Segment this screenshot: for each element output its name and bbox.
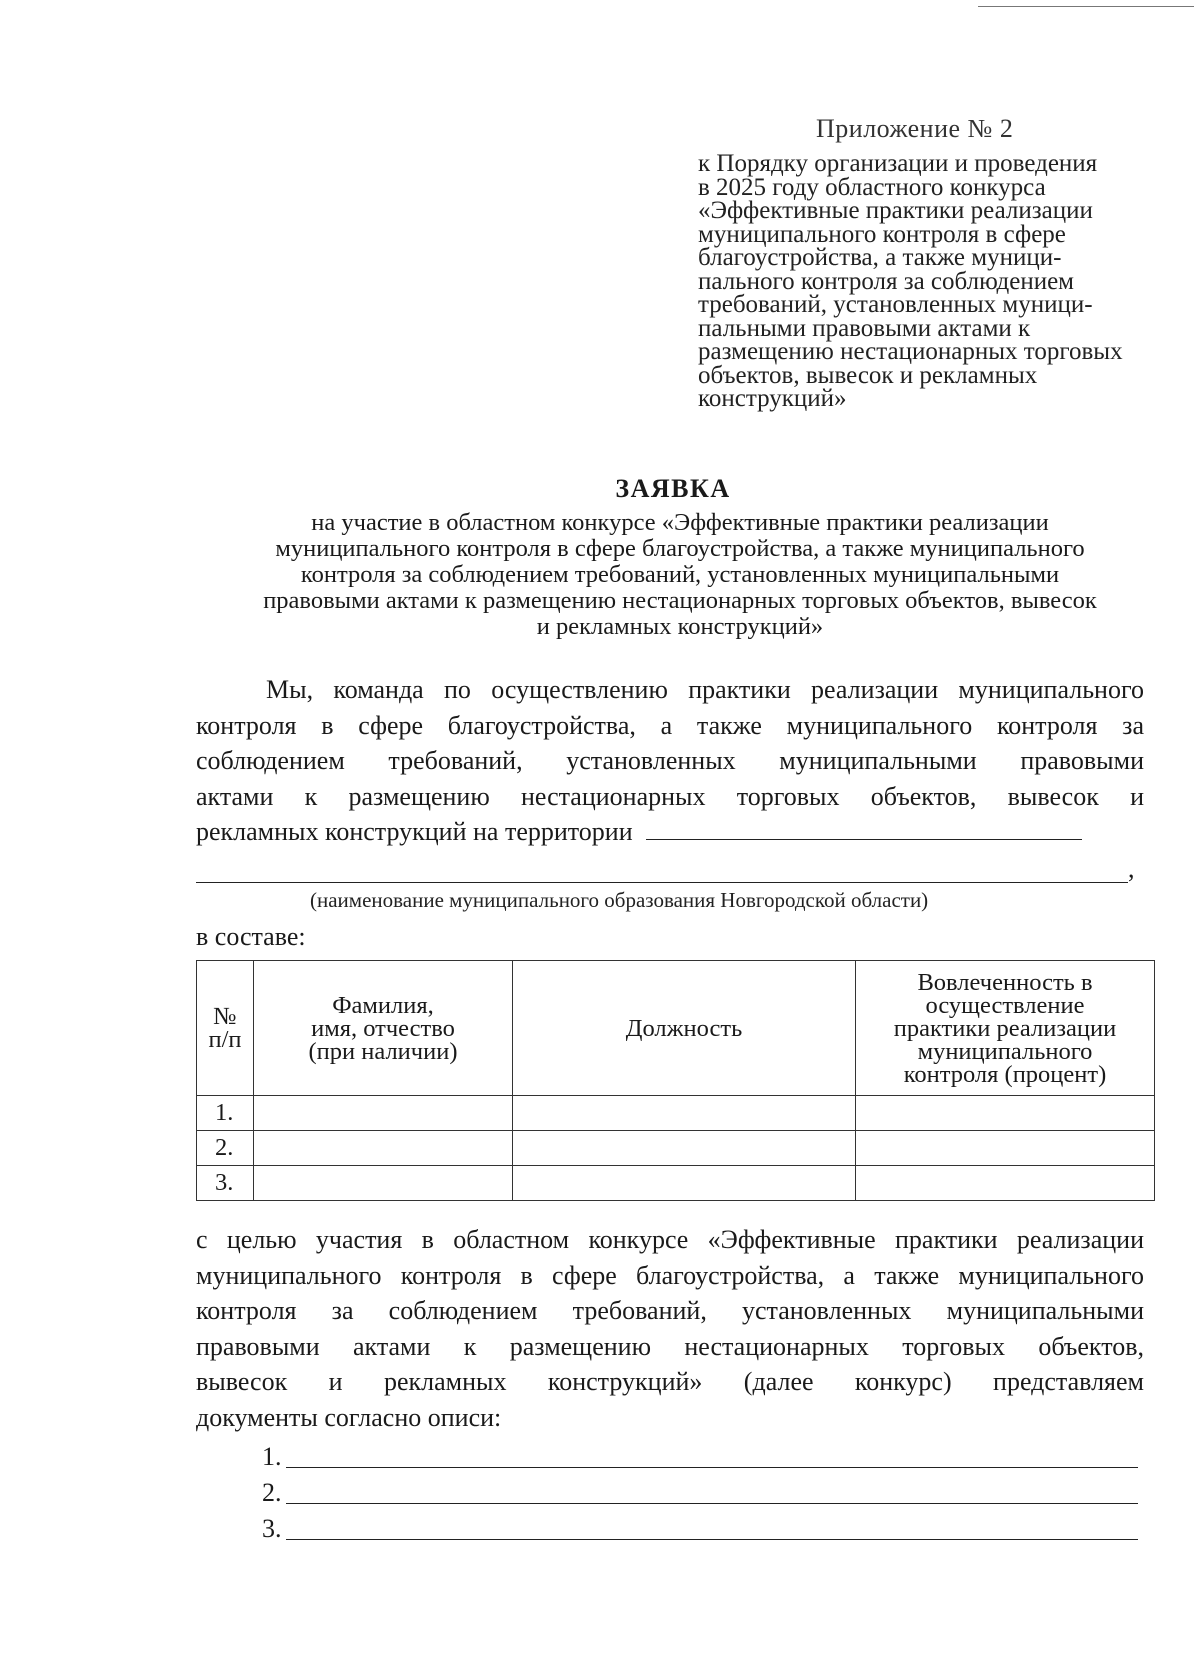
application-subtitle	[190, 510, 1170, 640]
table-row	[197, 1131, 1155, 1166]
row-number-cell: 1.	[197, 1096, 254, 1131]
position-cell[interactable]	[513, 1131, 856, 1166]
application-title: ЗАЯВКА	[615, 474, 731, 503]
list-item-number: 3.	[262, 1514, 282, 1543]
appendix-line: благоустройства, а также муници-	[698, 244, 1062, 271]
appendix-line: размещению нестационарных торговых	[698, 338, 1123, 365]
appendix-line: пальными правовыми актами к	[698, 314, 1031, 342]
purpose-line: вывесок и рекламных конструкций» (далее конкурс) представляем	[196, 1367, 1144, 1396]
appendix-reference	[698, 152, 1148, 411]
appendix-title: Приложение № 2	[816, 114, 1014, 143]
col-header-number: № п/п	[197, 961, 254, 1096]
row-number-cell: 3.	[197, 1166, 254, 1201]
appendix-line: в 2025 году областного конкурса	[698, 173, 1046, 201]
list-item-number: 1.	[262, 1442, 282, 1471]
intro-paragraph	[196, 672, 1144, 850]
purpose-line: муниципального контроля в сфере благоустройства, а также муниципального	[196, 1260, 1144, 1290]
municipality-blank-field[interactable]	[196, 882, 1128, 883]
table-row	[197, 1096, 1155, 1131]
appendix-line: к Порядку организации и проведения	[698, 150, 1098, 177]
appendix-line: «Эффективные практики реализации	[698, 197, 1093, 224]
composition-label: в составе:	[196, 922, 306, 951]
list-item	[262, 1508, 1138, 1544]
purpose-line: контроля за соблюдением требований, установленных муниципальными	[196, 1296, 1144, 1325]
appendix-line: пального контроля за соблюдением	[698, 267, 1075, 295]
col-header-involvement: Вовлеченность в осуществление практики реализации муниципального контроля (процент)	[856, 961, 1155, 1096]
intro-line: Мы, команда по осуществлению практики реализации муниципального	[266, 675, 1144, 704]
row-number-cell: 2.	[197, 1131, 254, 1166]
document-blank-field[interactable]	[286, 1466, 1138, 1468]
purpose-line: с целью участия в областном конкурсе «Эффективные практики реализации	[196, 1225, 1144, 1254]
name-cell[interactable]	[254, 1166, 513, 1201]
table-row	[197, 1166, 1155, 1201]
appendix-line: требований, установленных муници-	[698, 291, 1093, 318]
subtitle-line: правовыми актами к размещению нестационарных торговых объектов, вывесок	[263, 587, 1097, 614]
document-blank-field[interactable]	[286, 1502, 1138, 1504]
intro-line: актами к размещению нестационарных торговых объектов, вывесок и	[196, 781, 1144, 811]
purpose-paragraph	[196, 1222, 1144, 1435]
team-table	[196, 960, 1155, 1201]
purpose-line: правовыми актами к размещению нестационарных торговых объектов,	[196, 1331, 1144, 1361]
subtitle-line: и рекламных конструкций»	[536, 613, 824, 640]
top-edge-rule	[978, 6, 1194, 7]
involvement-cell[interactable]	[856, 1131, 1155, 1166]
territory-blank-field[interactable]	[646, 819, 1082, 840]
intro-line: соблюдением требований, установленных муниципальными правовыми	[196, 746, 1144, 775]
col-header-position: Должность	[513, 961, 856, 1096]
subtitle-line: муниципального контроля в сфере благоустройства, а также муниципального	[275, 535, 1085, 562]
subtitle-line: контроля за соблюдением требований, установленных муниципальными	[300, 561, 1060, 588]
appendix-line: конструкций»	[698, 385, 847, 412]
municipality-comma: ,	[1128, 854, 1135, 883]
appendix-line: муниципального контроля в сфере	[698, 220, 1066, 248]
name-cell[interactable]	[254, 1131, 513, 1166]
name-cell[interactable]	[254, 1096, 513, 1131]
appendix-line: объектов, вывесок и рекламных	[698, 361, 1038, 389]
table-header-row	[197, 961, 1155, 1096]
position-cell[interactable]	[513, 1096, 856, 1131]
list-item	[262, 1436, 1138, 1472]
position-cell[interactable]	[513, 1166, 856, 1201]
document-blank-field[interactable]	[286, 1538, 1138, 1540]
col-header-full-name: Фамилия, имя, отчество (при наличии)	[254, 961, 513, 1096]
municipality-caption: (наименование муниципального образования Новгородской области)	[310, 888, 929, 912]
purpose-last-line: документы согласно описи:	[196, 1402, 502, 1432]
list-item-number: 2.	[262, 1478, 282, 1507]
subtitle-line: на участие в областном конкурсе «Эффективные практики реализации	[311, 509, 1049, 536]
document-list	[262, 1436, 1138, 1544]
involvement-cell[interactable]	[856, 1096, 1155, 1131]
intro-last-line	[196, 814, 1144, 850]
list-item	[262, 1472, 1138, 1508]
involvement-cell[interactable]	[856, 1166, 1155, 1201]
intro-line: контроля в сфере благоустройства, а также муниципального контроля за	[196, 710, 1144, 740]
territory-label: рекламных конструкций на территории	[196, 817, 633, 846]
